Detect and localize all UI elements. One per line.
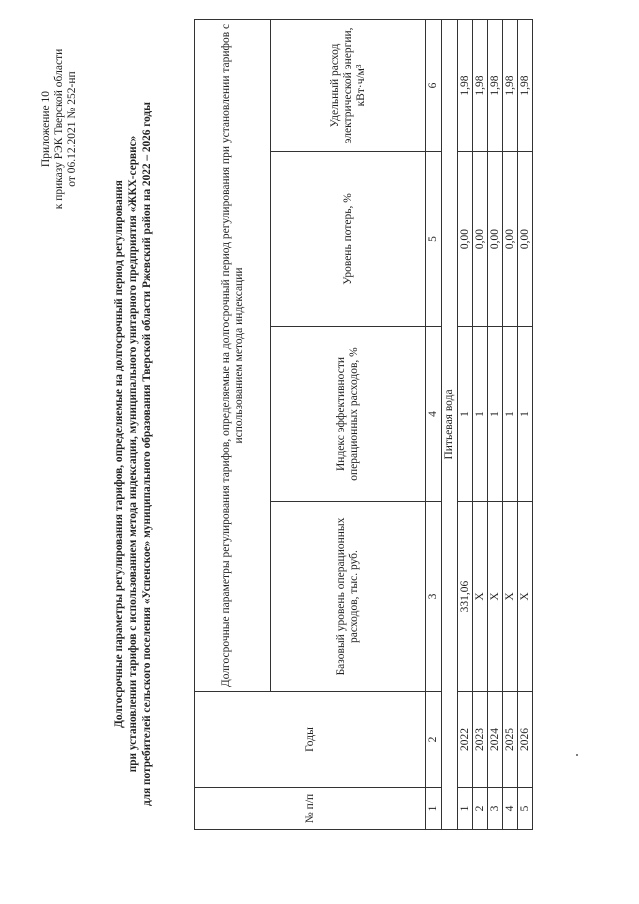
table-row	[473, 19, 488, 829]
cell-no: 3	[488, 788, 503, 830]
appendix-header	[40, 44, 79, 214]
header-years: Годы	[195, 692, 426, 788]
cell-no: 4	[503, 788, 518, 830]
cell-no: 2	[473, 788, 488, 830]
cell-base: Х	[473, 502, 488, 692]
header-base-opex: Базовый уровень операционных расходов, тыс. руб.	[271, 502, 426, 692]
title-line-1: Долгосрочные параметры регулирования тарифов, определяемые на долгосрочный период регулирования	[113, 180, 125, 728]
cell-index: 1	[473, 327, 488, 502]
header-loss-level: Уровень потерь, %	[271, 152, 426, 327]
column-number: 4	[426, 327, 442, 502]
cell-base: Х	[488, 502, 503, 692]
cell-energy: 1,98	[503, 19, 518, 151]
cell-year: 2026	[518, 692, 533, 788]
cell-year: 2022	[458, 692, 473, 788]
order-date: от 06.12.2021 № 252-нп	[66, 71, 78, 187]
header-no: № п/п	[195, 788, 426, 830]
header-energy-consumption: Удельный расход электрической энергии, кВт·ч/м³	[271, 19, 426, 151]
cell-energy: 1,98	[518, 19, 533, 151]
header-group: Долгосрочные параметры регулирования тарифов, определяемые на долгосрочный период регулирования при установлении тарифов с использованием метода индексации	[195, 19, 271, 691]
cell-energy: 1,98	[473, 19, 488, 151]
appendix-number: Приложение 10	[40, 90, 52, 168]
cell-energy: 1,98	[488, 19, 503, 151]
cell-year: 2023	[473, 692, 488, 788]
column-number: 2	[426, 692, 442, 788]
document-title	[112, 74, 154, 834]
title-line-3: для потребителей сельского поселения «Успенское» муниципального образования Тверской области Ржевский район на 2022 – 2026 годы	[141, 102, 153, 806]
section-drinking-water: Питьевая вода	[442, 19, 458, 829]
cell-loss: 0,00	[488, 152, 503, 327]
cell-index: 1	[488, 327, 503, 502]
cell-energy: 1,98	[458, 19, 473, 151]
scan-speck	[576, 754, 578, 756]
column-number: 3	[426, 502, 442, 692]
cell-loss: 0,00	[518, 152, 533, 327]
cell-index: 1	[458, 327, 473, 502]
cell-year: 2024	[488, 692, 503, 788]
cell-index: 1	[503, 327, 518, 502]
order-reference: к приказу РЭК Тверской области	[53, 48, 65, 210]
cell-no: 5	[518, 788, 533, 830]
parameters-table	[194, 19, 533, 830]
cell-base: Х	[503, 502, 518, 692]
column-number: 5	[426, 152, 442, 327]
table-row	[488, 19, 503, 829]
cell-base: 331,06	[458, 502, 473, 692]
title-line-2: при установлении тарифов с использованием метода индексации, муниципального унитарного предприятия «ЖКХ-сервис»	[127, 135, 139, 773]
section-row	[442, 19, 458, 829]
cell-base: Х	[518, 502, 533, 692]
cell-no: 1	[458, 788, 473, 830]
table-row	[503, 19, 518, 829]
cell-year: 2025	[503, 692, 518, 788]
column-number: 1	[426, 788, 442, 830]
column-numbers-row	[426, 19, 442, 829]
cell-loss: 0,00	[458, 152, 473, 327]
cell-loss: 0,00	[473, 152, 488, 327]
table-row	[518, 19, 533, 829]
table-row	[458, 19, 473, 829]
column-number: 6	[426, 19, 442, 151]
cell-index: 1	[518, 327, 533, 502]
cell-loss: 0,00	[503, 152, 518, 327]
header-efficiency-index: Индекс эффективности операционных расходов, %	[271, 327, 426, 502]
